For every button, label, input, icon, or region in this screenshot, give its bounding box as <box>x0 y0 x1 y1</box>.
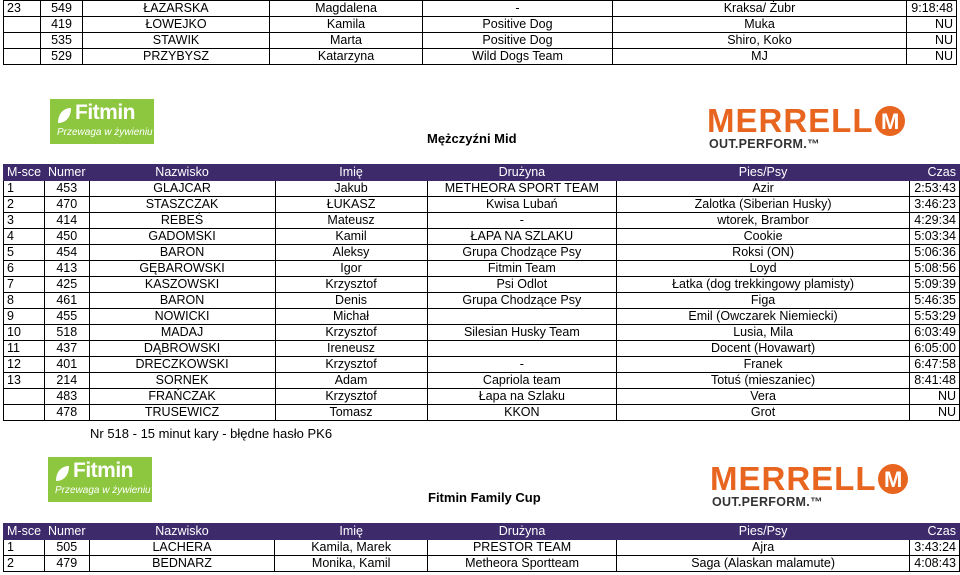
dogs-cell: Lusia, Mila <box>617 325 910 341</box>
surname-cell: STAWIK <box>83 33 270 49</box>
surname-cell: GADOMSKI <box>89 229 275 245</box>
team-cell: ŁAPA NA SZLAKU <box>427 229 617 245</box>
table-row <box>4 357 960 373</box>
team-cell: Grupa Chodzące Psy <box>427 293 617 309</box>
firstname-cell: Kamila, Marek <box>275 540 427 556</box>
fitmin-tagline: Przewaga w żywieniu <box>57 127 153 138</box>
header-place: M-sce <box>4 165 45 181</box>
surname-cell: SORNEK <box>89 373 275 389</box>
team-cell: Capriola team <box>427 373 617 389</box>
time-cell: 6:03:49 <box>909 325 959 341</box>
number-cell: 454 <box>45 245 90 261</box>
number-cell: 529 <box>41 49 83 65</box>
place-cell: 5 <box>4 245 45 261</box>
surname-cell: BEDNARZ <box>89 556 275 572</box>
merrell-brand: MERRELL <box>710 460 877 497</box>
time-cell: 5:06:36 <box>909 245 959 261</box>
number-cell: 450 <box>45 229 90 245</box>
team-cell: KKON <box>427 405 617 421</box>
number-cell: 425 <box>45 277 90 293</box>
firstname-cell: Michał <box>275 309 427 325</box>
place-cell: 7 <box>4 277 45 293</box>
merrell-badge-letter: M <box>884 467 903 492</box>
firstname-cell: Krzysztof <box>275 357 427 373</box>
number-cell: 401 <box>45 357 90 373</box>
merrell-tagline: OUT.PERFORM.™ <box>709 137 820 151</box>
dogs-cell: Emil (Owczarek Niemiecki) <box>617 309 910 325</box>
surname-cell: LACHERA <box>89 540 275 556</box>
place-cell <box>4 389 45 405</box>
place-cell: 12 <box>4 357 45 373</box>
time-cell: 3:46:23 <box>909 197 959 213</box>
dogs-cell: Łatka (dog trekkingowy plamisty) <box>617 277 910 293</box>
team-cell: PRESTOR TEAM <box>427 540 616 556</box>
dogs-cell: MJ <box>613 49 907 65</box>
number-cell: 461 <box>45 293 90 309</box>
number-cell: 549 <box>41 1 83 17</box>
table-row <box>4 405 960 421</box>
table-mid-body <box>4 181 960 421</box>
number-cell: 479 <box>45 556 90 572</box>
place-cell: 23 <box>4 1 41 17</box>
section-title-family: Fitmin Family Cup <box>428 490 541 505</box>
number-cell: 214 <box>45 373 90 389</box>
team-cell <box>427 309 617 325</box>
table-row <box>4 1 957 17</box>
section-title-mid: Mężczyźni Mid <box>427 131 517 146</box>
table-row <box>4 277 960 293</box>
time-cell: 3:43:24 <box>909 540 959 556</box>
number-cell: 413 <box>45 261 90 277</box>
table-row <box>4 341 960 357</box>
merrell-brand: MERRELL <box>707 102 874 139</box>
place-cell: 1 <box>4 181 45 197</box>
dogs-cell: Roksi (ON) <box>617 245 910 261</box>
merrell-logo <box>707 102 907 151</box>
time-cell: NU <box>907 49 957 65</box>
table-row <box>4 181 960 197</box>
surname-cell: NOWICKI <box>89 309 275 325</box>
dogs-cell: Franek <box>617 357 910 373</box>
firstname-cell: ŁUKASZ <box>275 197 427 213</box>
dogs-cell: Vera <box>617 389 910 405</box>
surname-cell: BARON <box>89 245 275 261</box>
place-cell: 2 <box>4 197 45 213</box>
place-cell: 9 <box>4 309 45 325</box>
place-cell: 11 <box>4 341 45 357</box>
dogs-cell: Docent (Hovawart) <box>617 341 910 357</box>
dogs-cell: Kraksa/ Żubr <box>613 1 907 17</box>
dogs-cell: Figa <box>617 293 910 309</box>
dogs-cell: Zalotka (Siberian Husky) <box>617 197 910 213</box>
fitmin-leaf-icon <box>56 107 72 125</box>
header-team: Drużyna <box>427 524 616 540</box>
header-dogs: Pies/Psy <box>617 165 910 181</box>
place-cell: 6 <box>4 261 45 277</box>
firstname-cell: Denis <box>275 293 427 309</box>
number-cell: 505 <box>45 540 90 556</box>
table-row <box>4 229 960 245</box>
surname-cell: GLAJCAR <box>89 181 275 197</box>
table-row <box>4 17 957 33</box>
firstname-cell: Magdalena <box>270 1 423 17</box>
time-cell: 9:18:48 <box>907 1 957 17</box>
dogs-cell: Muka <box>613 17 907 33</box>
firstname-cell: Tomasz <box>275 405 427 421</box>
header-firstname: Imię <box>275 524 427 540</box>
place-cell <box>4 33 41 49</box>
penalty-note: Nr 518 - 15 minut kary - błędne hasło PK6 <box>90 426 333 441</box>
dogs-cell: wtorek, Brambor <box>617 213 910 229</box>
header-time: Czas <box>909 165 959 181</box>
team-cell: Silesian Husky Team <box>427 325 617 341</box>
place-cell: 3 <box>4 213 45 229</box>
team-cell: Fitmin Team <box>427 261 617 277</box>
time-cell: 5:46:35 <box>909 293 959 309</box>
surname-cell: FRAŃCZAK <box>89 389 275 405</box>
surname-cell: ŁOWEJKO <box>83 17 270 33</box>
surname-cell: REBEŚ <box>89 213 275 229</box>
header-row <box>4 524 960 540</box>
time-cell: 8:41:48 <box>909 373 959 389</box>
table-row <box>4 261 960 277</box>
fitmin-brand: Fitmin <box>75 101 135 124</box>
place-cell: 1 <box>4 540 45 556</box>
table-family-body <box>4 540 960 572</box>
table-row <box>4 245 960 261</box>
fitmin-tagline: Przewaga w żywieniu <box>55 485 151 496</box>
time-cell: NU <box>907 17 957 33</box>
place-cell: 8 <box>4 293 45 309</box>
time-cell: NU <box>909 405 959 421</box>
time-cell: NU <box>907 33 957 49</box>
dogs-cell: Loyd <box>617 261 910 277</box>
table-row <box>4 389 960 405</box>
header-number: Numer <box>45 165 90 181</box>
surname-cell: DRECZKOWSKI <box>89 357 275 373</box>
team-cell: - <box>427 357 617 373</box>
table-row <box>4 293 960 309</box>
team-cell: METHEORA SPORT TEAM <box>427 181 617 197</box>
merrell-badge-icon <box>875 106 905 136</box>
dogs-cell: Cookie <box>617 229 910 245</box>
table-mid-header <box>4 165 960 181</box>
table-row <box>4 373 960 389</box>
table-row <box>4 309 960 325</box>
time-cell: NU <box>909 389 959 405</box>
place-cell <box>4 49 41 65</box>
merrell-tagline: OUT.PERFORM.™ <box>712 495 823 509</box>
fitmin-logo <box>50 99 154 144</box>
table-row <box>4 325 960 341</box>
team-cell: Positive Dog <box>423 17 613 33</box>
place-cell <box>4 405 45 421</box>
header-surname: Nazwisko <box>89 165 275 181</box>
firstname-cell: Kamila <box>270 17 423 33</box>
time-cell: 5:09:39 <box>909 277 959 293</box>
number-cell: 437 <box>45 341 90 357</box>
merrell-badge-letter: M <box>881 109 900 134</box>
firstname-cell: Krzysztof <box>275 389 427 405</box>
firstname-cell: Monika, Kamil <box>275 556 427 572</box>
surname-cell: DĄBROWSKI <box>89 341 275 357</box>
number-cell: 470 <box>45 197 90 213</box>
merrell-logo <box>710 460 910 509</box>
dogs-cell: Azir <box>617 181 910 197</box>
header-dogs: Pies/Psy <box>617 524 910 540</box>
results-table-top <box>3 0 957 65</box>
number-cell: 419 <box>41 17 83 33</box>
number-cell: 453 <box>45 181 90 197</box>
firstname-cell: Katarzyna <box>270 49 423 65</box>
team-cell: Positive Dog <box>423 33 613 49</box>
table-row <box>4 540 960 556</box>
number-cell: 414 <box>45 213 90 229</box>
time-cell: 4:08:43 <box>909 556 959 572</box>
surname-cell: STASZCZAK <box>89 197 275 213</box>
fitmin-logo <box>48 457 152 502</box>
dogs-cell: Saga (Alaskan malamute) <box>617 556 910 572</box>
surname-cell: PRZYBYSZ <box>83 49 270 65</box>
team-cell: Łapa na Szlaku <box>427 389 617 405</box>
dogs-cell: Ajra <box>617 540 910 556</box>
header-row <box>4 165 960 181</box>
table-row <box>4 49 957 65</box>
surname-cell: KASZOWSKI <box>89 277 275 293</box>
team-cell: - <box>427 213 617 229</box>
dogs-cell: Totuś (mieszaniec) <box>617 373 910 389</box>
dogs-cell: Grot <box>617 405 910 421</box>
place-cell: 2 <box>4 556 45 572</box>
team-cell <box>427 341 617 357</box>
number-cell: 478 <box>45 405 90 421</box>
time-cell: 4:29:34 <box>909 213 959 229</box>
header-number: Numer <box>45 524 90 540</box>
firstname-cell: Igor <box>275 261 427 277</box>
results-table-mid <box>3 164 960 421</box>
table-row <box>4 213 960 229</box>
fitmin-brand: Fitmin <box>73 459 133 482</box>
header-team: Drużyna <box>427 165 617 181</box>
surname-cell: MADAJ <box>89 325 275 341</box>
dogs-cell: Shiro, Koko <box>613 33 907 49</box>
firstname-cell: Kamil <box>275 229 427 245</box>
team-cell: Kwisa Lubań <box>427 197 617 213</box>
time-cell: 6:05:00 <box>909 341 959 357</box>
surname-cell: GĘBAROWSKI <box>89 261 275 277</box>
header-place: M-sce <box>4 524 45 540</box>
place-cell: 10 <box>4 325 45 341</box>
firstname-cell: Aleksy <box>275 245 427 261</box>
table-row <box>4 197 960 213</box>
time-cell: 5:53:29 <box>909 309 959 325</box>
number-cell: 455 <box>45 309 90 325</box>
surname-cell: BARON <box>89 293 275 309</box>
team-cell: Wild Dogs Team <box>423 49 613 65</box>
firstname-cell: Krzysztof <box>275 277 427 293</box>
place-cell: 4 <box>4 229 45 245</box>
firstname-cell: Mateusz <box>275 213 427 229</box>
table-row <box>4 33 957 49</box>
firstname-cell: Adam <box>275 373 427 389</box>
header-surname: Nazwisko <box>89 524 275 540</box>
number-cell: 518 <box>45 325 90 341</box>
place-cell: 13 <box>4 373 45 389</box>
firstname-cell: Krzysztof <box>275 325 427 341</box>
firstname-cell: Jakub <box>275 181 427 197</box>
table-top-body <box>4 1 957 65</box>
number-cell: 535 <box>41 33 83 49</box>
header-time: Czas <box>909 524 959 540</box>
fitmin-leaf-icon <box>54 465 70 483</box>
surname-cell: ŁAZARSKA <box>83 1 270 17</box>
time-cell: 5:08:56 <box>909 261 959 277</box>
merrell-badge-icon <box>878 464 908 494</box>
surname-cell: TRUSEWICZ <box>89 405 275 421</box>
firstname-cell: Marta <box>270 33 423 49</box>
team-cell: Grupa Chodzące Psy <box>427 245 617 261</box>
number-cell: 483 <box>45 389 90 405</box>
firstname-cell: Ireneusz <box>275 341 427 357</box>
time-cell: 6:47:58 <box>909 357 959 373</box>
time-cell: 2:53:43 <box>909 181 959 197</box>
table-row <box>4 556 960 572</box>
header-firstname: Imię <box>275 165 427 181</box>
table-family-header <box>4 524 960 540</box>
team-cell: Psi Odlot <box>427 277 617 293</box>
results-table-family <box>3 523 960 572</box>
team-cell: Metheora Sportteam <box>427 556 616 572</box>
team-cell: - <box>423 1 613 17</box>
time-cell: 5:03:34 <box>909 229 959 245</box>
place-cell <box>4 17 41 33</box>
